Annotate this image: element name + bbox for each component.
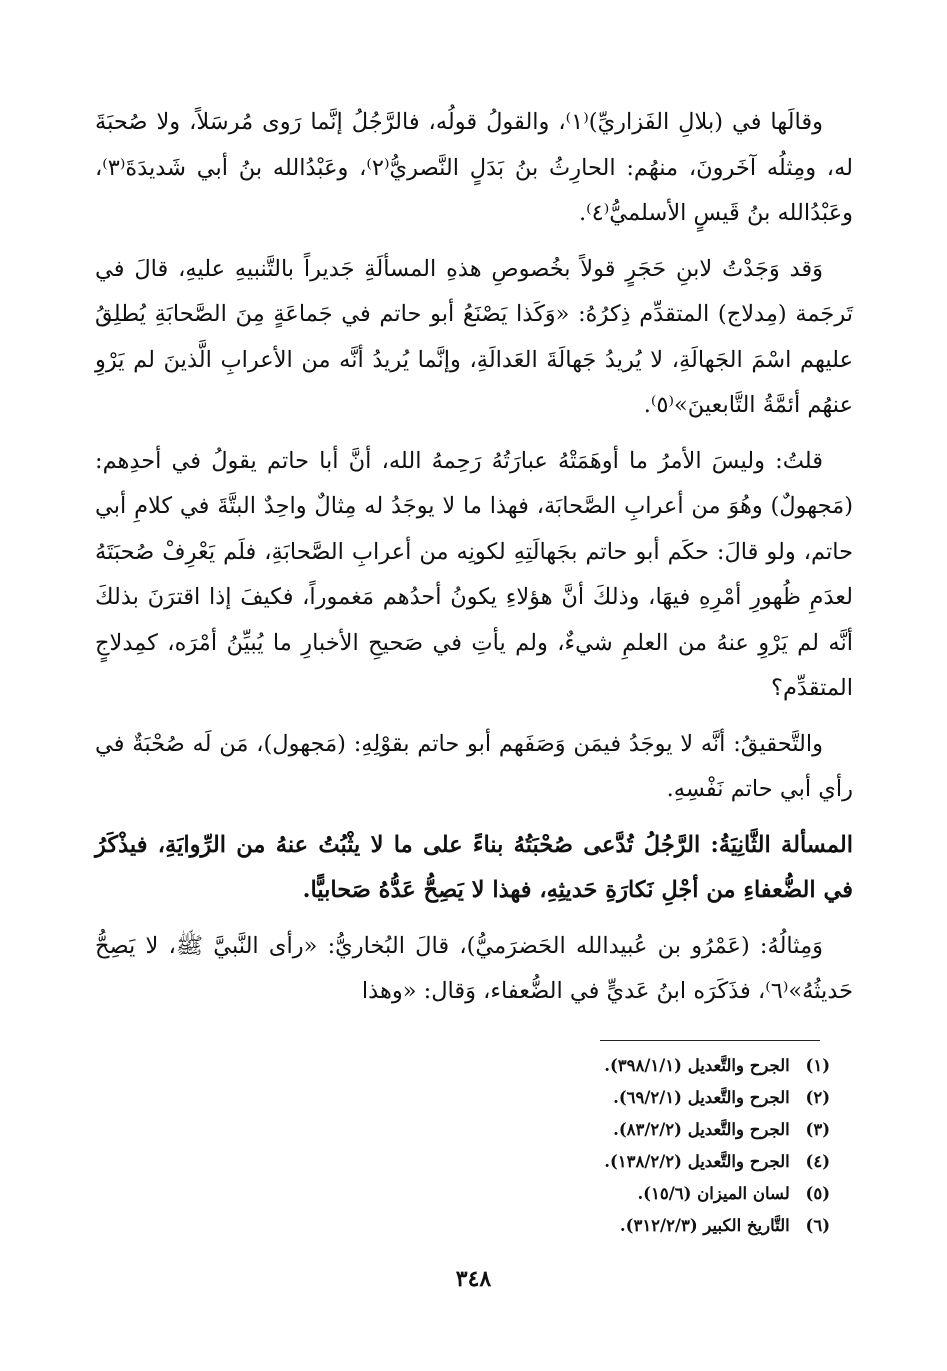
footnote-number: (٦): [805, 1216, 830, 1235]
paragraph-4: والتَّحقيقُ: أنَّه لا يوجَدُ فيمَن وَصَفَهم أبو حاتم بقوْلِهِ: (مَجهول)، مَن لَه صُحْبَةٌ في رأي أبي حاتم نَفْسِهِ.: [95, 730, 853, 802]
footnote-text: الجرح والتَّعديل (١٣٨/٢/٢).: [604, 1152, 790, 1171]
footnote-5: [400, 1178, 830, 1210]
page-number: ٣٤٨: [455, 1266, 492, 1292]
footnote-text: لسان الميزان (١٥/٦).: [637, 1184, 790, 1203]
footnote-number: (٣): [805, 1120, 830, 1139]
footnote-2: [400, 1082, 830, 1114]
footnote-text: الجرح والتَّعديل (٣٩٨/١/١).: [604, 1056, 790, 1075]
paragraph-6: وَمِثالُهُ: (عَمْرُو بن عُبيدالله الحَضرَميُّ)، قالَ البُخاريُّ: «رأى النَّبيَّ ﷺ، لا يَصِحُّ حَديثُهُ»⁽٦⁾، فذَكَرَه ابنُ عَديٍّ في الضُّعفاء، وَقال: «وهذا: [95, 932, 853, 1004]
paragraph-2: وَقد وَجَدْتُ لابنِ حَجَرٍ قولاً بخُصوصِ هذهِ المسألَةِ جَديراً بالتَّنبيهِ عليهِ، قالَ في تَرجَمة (مِدلاج) المتقدِّم ذِكرُهُ: «وَكَذا يَصْنَعُ أبو حاتم في جَماعَةٍ مِنَ الصَّحابَةِ يُطلِقُ عليهم اسْمَ الجَهالَةِ، لا يُريدُ جَهالَةَ العَدالَةِ، وإنَّما يُريدُ أنَّه من الأعرابِ الَّذينَ لم يَرْوِ عنهُم أئمَّةُ التَّابعينَ»⁽٥⁾.: [95, 255, 853, 418]
footnote-number: (٤): [805, 1152, 830, 1171]
footnote-3: [400, 1114, 830, 1146]
footnote-4: [400, 1146, 830, 1178]
main-text: [95, 100, 853, 1025]
footnote-6: [400, 1210, 830, 1242]
footnote-divider: [600, 1040, 820, 1041]
issue-heading-paragraph: المسألة الثَّانِيَةُ: الرَّجُلُ تُدَّعى صُحْبَتُهُ بناءً على ما لا يثْبُتُ عنهُ من الرِّوايَةِ، فيذْكَرُ في الضُّعفاءِ من أجْلِ نَكارَةِ حَديثِهِ، فهذا لا يَصِحُّ عَدُّهُ صَحابيًّا.: [95, 831, 853, 903]
footnote-number: (٢): [805, 1088, 830, 1107]
footnote-number: (١): [805, 1056, 830, 1075]
paragraph-1: وقالَها في (بلالِ الفَزاريِّ)⁽١⁾، والقولُ قولُه، فالرَّجُلُ إنَّما رَوى مُرسَلاً، ولا صُحبَةَ له، ومِثلُه آخَرونَ، منهُم: الحارِثُ بنُ بَدَلٍ النَّصريُّ⁽٢⁾، وعَبْدُالله بنُ أبي شَديدَةَ⁽٣⁾، وعَبْدُالله بنُ قَيسٍ الأسلميُّ⁽٤⁾.: [95, 109, 853, 226]
footnote-text: الجرح والتَّعديل (٦٩/٢/١).: [613, 1088, 790, 1107]
footnote-1: [400, 1050, 830, 1082]
paragraph-3: قلتُ: وليسَ الأمرُ ما أوهَمَتْهُ عبارَتُهُ رَحِمهُ الله، أنَّ أبا حاتم يقولُ في أحدِهم: (مَجهولٌ) وهُوَ من أعرابِ الصَّحابَة، فهذا ما لا يوجَدُ له مِثالٌ واحِدٌ البتَّةَ في كلامِ أبي حاتم، ولو قالَ: حكَم أبو حاتم بجَهالَتِهِ لكونِه من أعرابِ الصَّحابَةِ، فلَم يَعْرِفْ صُحبَتَهُ لعدَمِ ظُهورِ أمْرِهِ فيهَا، وذلكَ أنَّ هؤلاءِ يكونُ أحدُهم مَغموراً، فكيفَ إذا اقترَنَ بذلكَ أنَّه لم يَرْوِ عنهُ من العلمِ شيءٌ، ولم يأتِ في صَحيحِ الأخبارِ ما يُبيِّنُ أمْرَه، كمِدلاجٍ المتقدِّم؟: [95, 447, 853, 701]
footnote-number: (٥): [805, 1184, 830, 1203]
footnotes: [400, 1050, 830, 1242]
footnote-text: الجرح والتَّعديل (٨٣/٢/٢).: [613, 1120, 790, 1139]
footnote-text: التَّاريخ الكبير (٣١٢/٢/٣).: [619, 1216, 790, 1235]
